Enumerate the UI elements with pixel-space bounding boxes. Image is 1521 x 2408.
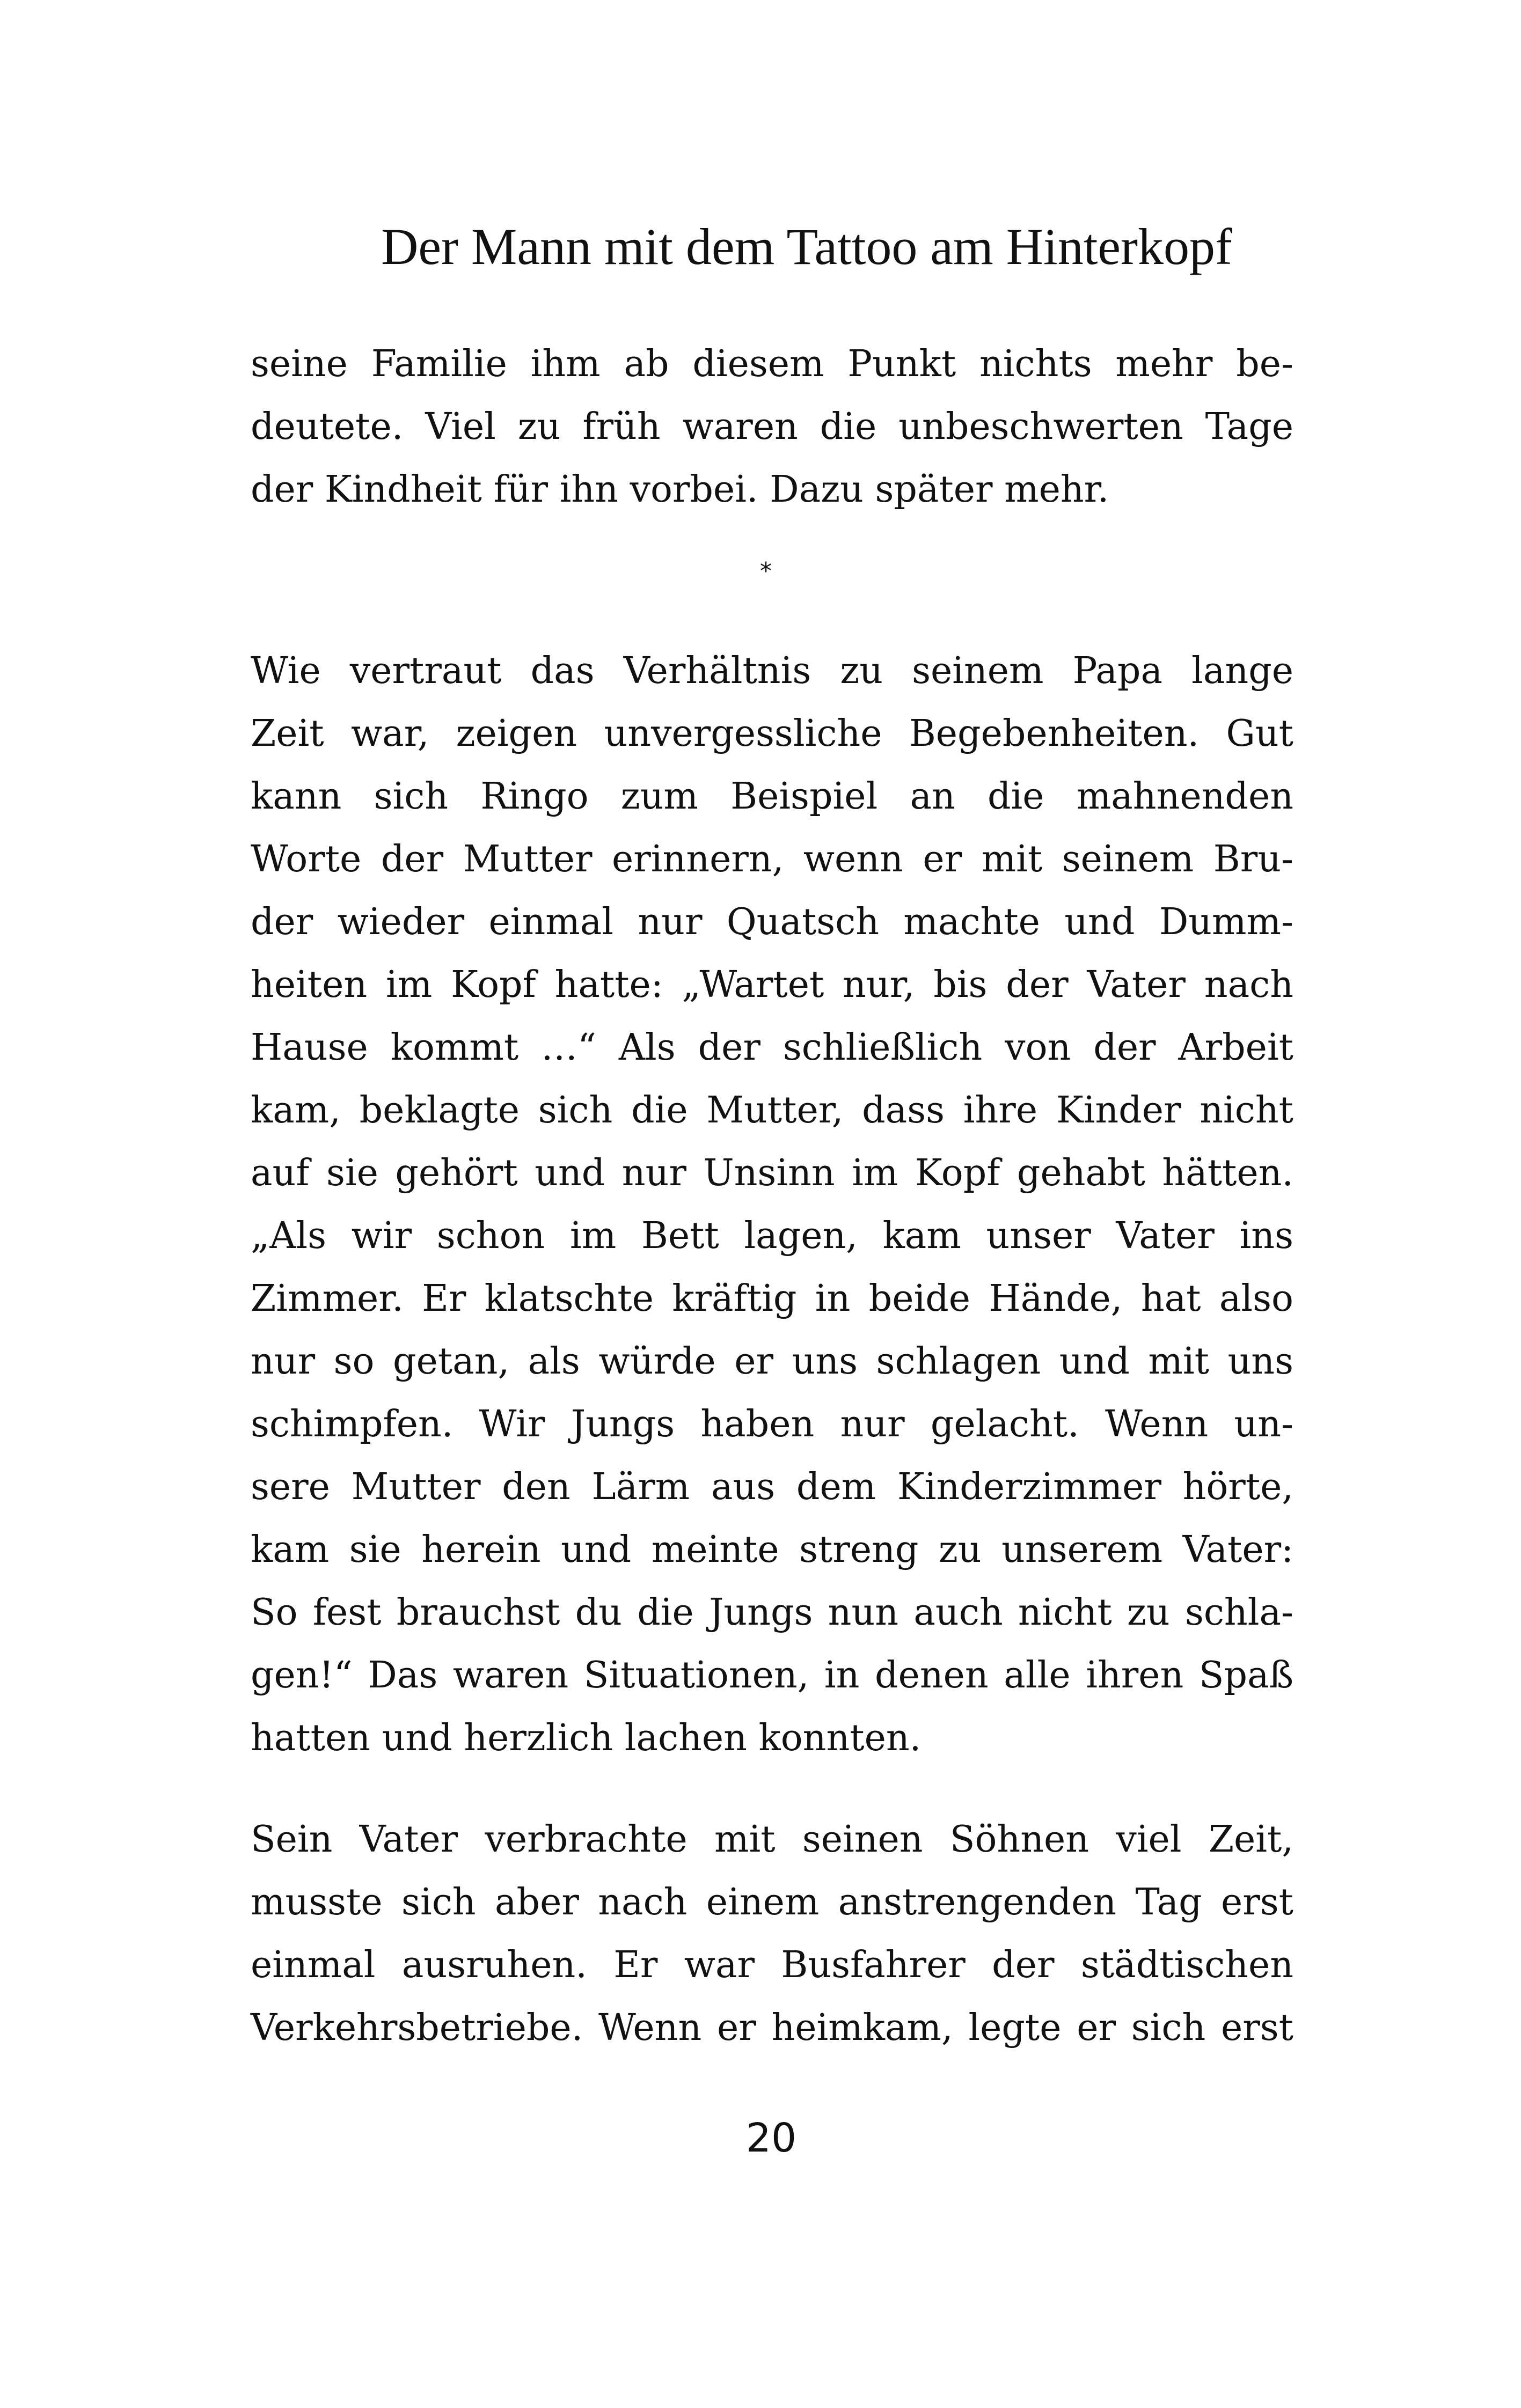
text-line: Zimmer. Er klatschte kräftig in beide Hände, hat also xyxy=(251,1278,1293,1320)
text-line: nur so getan, als würde er uns schlagen und mit uns xyxy=(251,1340,1293,1383)
text-line: So fest brauchst du die Jungs nun auch nicht zu schla- xyxy=(251,1591,1293,1634)
text-line: Wie vertraut das Verhältnis zu seinem Papa lange xyxy=(251,650,1293,692)
page-number: 20 xyxy=(745,2115,797,2161)
text-line: kann sich Ringo zum Beispiel an die mahnenden xyxy=(251,775,1293,818)
text-line: einmal ausruhen. Er war Busfahrer der städtischen xyxy=(251,1944,1293,1986)
text-line: deutete. Viel zu früh waren die unbeschwerten Tage xyxy=(251,406,1293,448)
paragraph-1 xyxy=(251,333,1293,521)
text-line: Sein Vater verbrachte mit seinen Söhnen viel Zeit, xyxy=(251,1818,1293,1861)
text-line: kam sie herein und meinte streng zu unserem Vater: xyxy=(251,1529,1293,1571)
section-separator: * xyxy=(760,557,772,585)
text-line: Zeit war, zeigen unvergessliche Begebenheiten. Gut xyxy=(251,713,1293,755)
text-line: der wieder einmal nur Quatsch machte und Dumm- xyxy=(251,901,1293,943)
text-line: der Kindheit für ihn vorbei. Dazu später mehr. xyxy=(251,468,1109,511)
text-line: gen!“ Das waren Situationen, in denen alle ihren Spaß xyxy=(251,1654,1293,1697)
text-line: heiten im Kopf hatte: „Wartet nur, bis der Vater nach xyxy=(251,964,1293,1006)
text-line: musste sich aber nach einem anstrengenden Tag erst xyxy=(251,1881,1293,1924)
text-line: kam, beklagte sich die Mutter, dass ihre Kinder nicht xyxy=(251,1089,1293,1132)
text-line: seine Familie ihm ab diesem Punkt nichts mehr be- xyxy=(251,343,1293,385)
text-line: hatten und herzlich lachen konnten. xyxy=(251,1717,922,1759)
paragraph-3 xyxy=(251,1808,1293,2059)
text-line: Verkehrsbetriebe. Wenn er heimkam, legte er sich erst xyxy=(251,2007,1293,2049)
text-line: „Als wir schon im Bett lagen, kam unser Vater ins xyxy=(251,1215,1293,1257)
running-head: Der Mann mit dem Tattoo am Hinterkopf xyxy=(381,218,1232,275)
text-line: schimpfen. Wir Jungs haben nur gelacht. Wenn un- xyxy=(251,1403,1293,1445)
text-line: Hause kommt …“ Als der schließlich von der Arbeit xyxy=(251,1026,1293,1069)
text-line: sere Mutter den Lärm aus dem Kinderzimmer hörte, xyxy=(251,1466,1293,1508)
text-line: auf sie gehört und nur Unsinn im Kopf gehabt hätten. xyxy=(251,1152,1293,1194)
text-line: Worte der Mutter erinnern, wenn er mit seinem Bru- xyxy=(251,838,1293,880)
paragraph-2 xyxy=(251,640,1293,1770)
